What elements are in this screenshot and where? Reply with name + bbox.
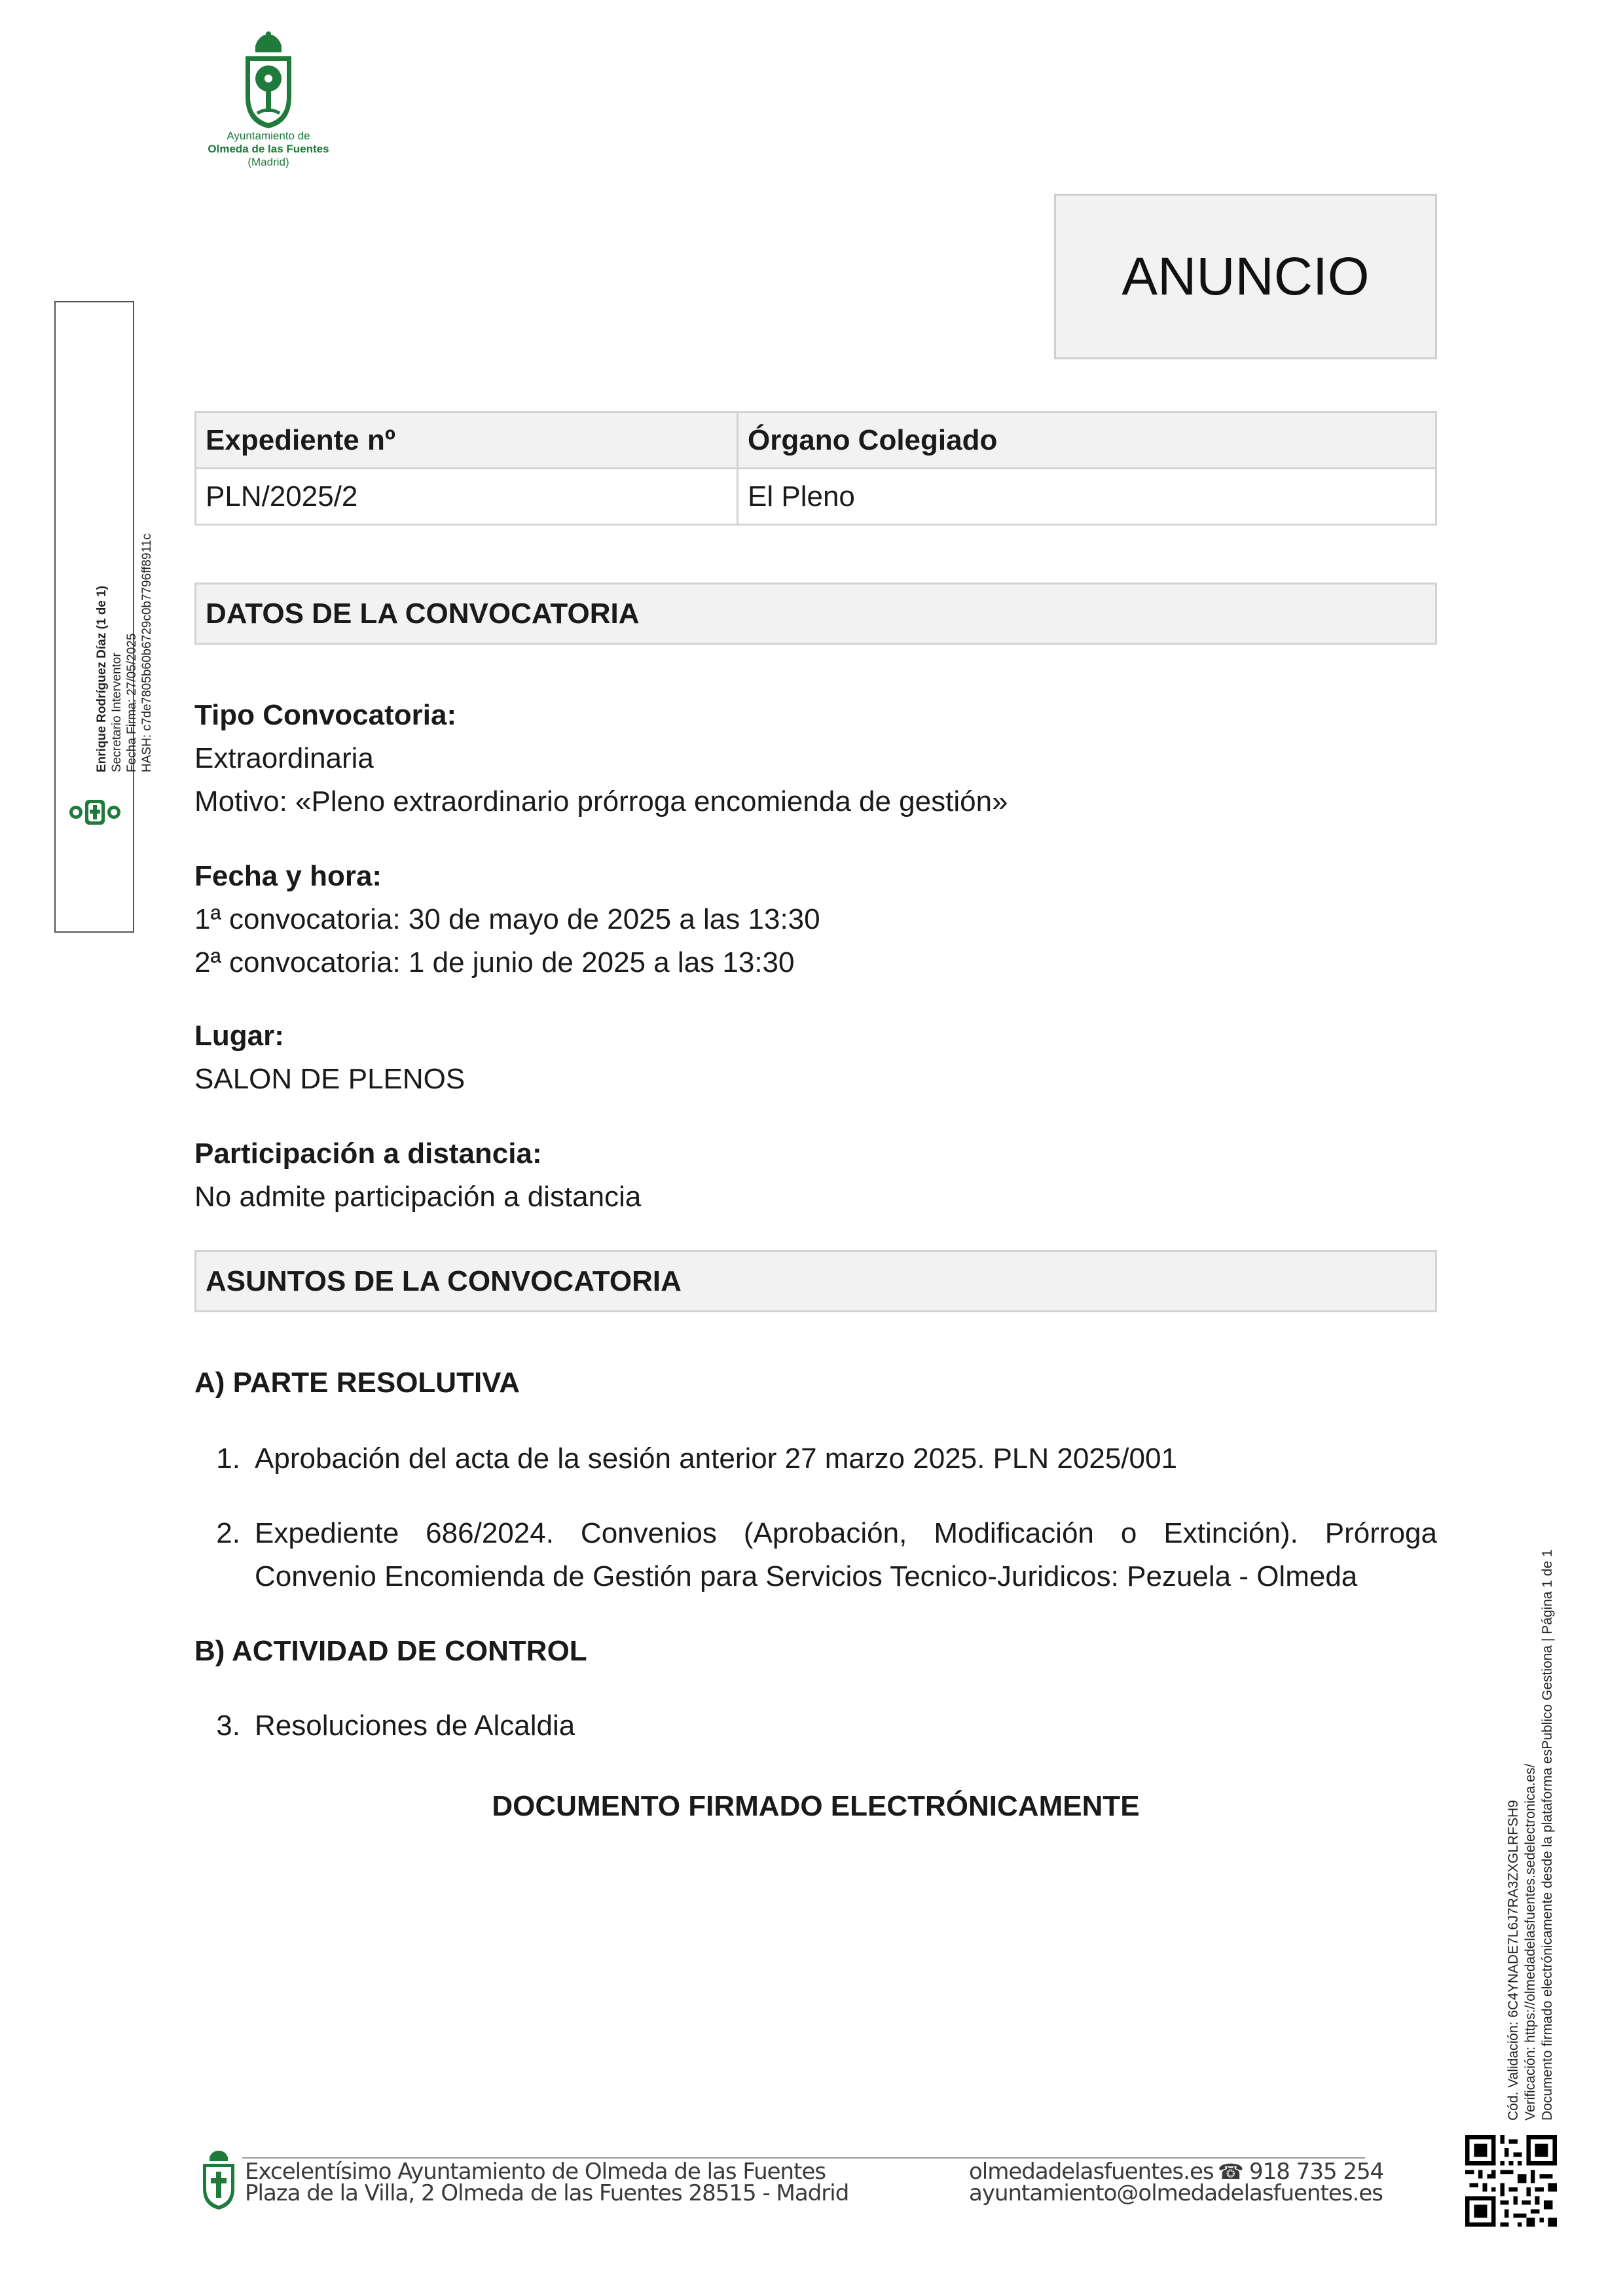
qr-code[interactable] xyxy=(1465,2135,1557,2230)
logo-line-3: (Madrid) xyxy=(247,156,289,168)
item-number: 2. xyxy=(216,1517,240,1549)
agenda-item: Aprobación del acta de la sesión anterior 27 marzo 2025. PLN 2025/001 xyxy=(255,1443,1177,1475)
signed-notice: DOCUMENTO FIRMADO ELECTRÓNICAMENTE xyxy=(492,1790,1140,1822)
table-header-row xyxy=(196,412,1436,469)
parte-resolutiva-heading: A) PARTE RESOLUTIVA xyxy=(194,1367,520,1399)
distancia-label: Participación a distancia: xyxy=(194,1138,542,1170)
item-number: 1. xyxy=(216,1443,240,1475)
phone-icon: ☎ xyxy=(1218,2159,1244,2184)
expediente-table xyxy=(194,411,1437,526)
logo-line-1: Ayuntamiento de xyxy=(227,130,310,142)
fecha-label: Fecha y hora: xyxy=(194,860,382,892)
organo-value: El Pleno xyxy=(738,469,1436,525)
footer-phone: 918 735 254 xyxy=(1249,2159,1384,2185)
validation-code: Cód. Validación: 6C4YNADE7L6J7RA3ZXGLRFSH9 xyxy=(1506,1800,1521,2121)
signer-role: Secretario Interventor xyxy=(110,653,124,772)
tipo-label: Tipo Convocatoria: xyxy=(194,699,457,731)
organo-header: Órgano Colegiado xyxy=(738,412,1436,469)
lugar-label: Lugar: xyxy=(194,1020,284,1052)
footer-org-line-1: Excelentísimo Ayuntamiento de Olmeda de las Fuentes xyxy=(245,2159,826,2185)
logo-line-2: Olmeda de las Fuentes xyxy=(208,143,329,155)
item-number: 3. xyxy=(216,1710,240,1742)
fecha-segunda: 2ª convocatoria: 1 de junio de 2025 a las 13:30 xyxy=(194,946,795,978)
agenda-item-line-1: Expediente 686/2024. Convenios (Aprobación, Modificación o Extinción). Prórroga xyxy=(255,1517,1437,1549)
tipo-value: Extraordinaria xyxy=(194,742,374,774)
footer-email[interactable]: ayuntamiento@olmedadelasfuentes.es xyxy=(969,2180,1383,2206)
footer-crest-icon xyxy=(200,2151,237,2213)
distancia-value: No admite participación a distancia xyxy=(194,1181,642,1213)
validation-platform: Documento firmado electrónicamente desde la plataforma esPublico Gestiona | Página 1 de 1 xyxy=(1540,1549,1555,2121)
actividad-control-heading: B) ACTIVIDAD DE CONTROL xyxy=(194,1635,587,1667)
fecha-primera: 1ª convocatoria: 30 de mayo de 2025 a las 13:30 xyxy=(194,903,820,935)
municipal-logo xyxy=(177,31,360,172)
motivo-text: Motivo: «Pleno extraordinario prórroga encomienda de gestión» xyxy=(194,785,1008,817)
document-title: ANUNCIO xyxy=(1054,194,1437,359)
footer-org-line-2: Plaza de la Villa, 2 Olmeda de las Fuentes 28515 - Madrid xyxy=(245,2180,849,2206)
table-row xyxy=(196,469,1436,525)
agenda-item-line-2: Convenio Encomienda de Gestión para Servicios Tecnico-Juridicos: Pezuela - Olmeda xyxy=(255,1560,1358,1592)
expediente-value: PLN/2025/2 xyxy=(196,469,738,525)
datos-section-header: DATOS DE LA CONVOCATORIA xyxy=(194,583,1437,645)
coat-of-arms-icon xyxy=(239,31,298,130)
signature-details xyxy=(94,533,155,772)
signature-hash: HASH: c7de7805b60b6729c0b7796ff8911c xyxy=(140,533,154,772)
signature-date: Fecha Firma: 27/05/2025 xyxy=(125,633,139,772)
footer-website[interactable]: olmedadelasfuentes.es xyxy=(969,2159,1214,2185)
agenda-item: Resoluciones de Alcaldia xyxy=(255,1710,575,1742)
signer-name: Enrique Rodríguez Díaz (1 de 1) xyxy=(95,585,109,772)
lugar-value: SALON DE PLENOS xyxy=(194,1063,465,1095)
expediente-header: Expediente nº xyxy=(196,412,738,469)
signature-seal-icon xyxy=(65,796,124,832)
asuntos-section-header: ASUNTOS DE LA CONVOCATORIA xyxy=(194,1250,1437,1312)
validation-url: Verificación: https://olmedadelasfuentes.sedelectronica.es/ xyxy=(1523,1763,1538,2121)
